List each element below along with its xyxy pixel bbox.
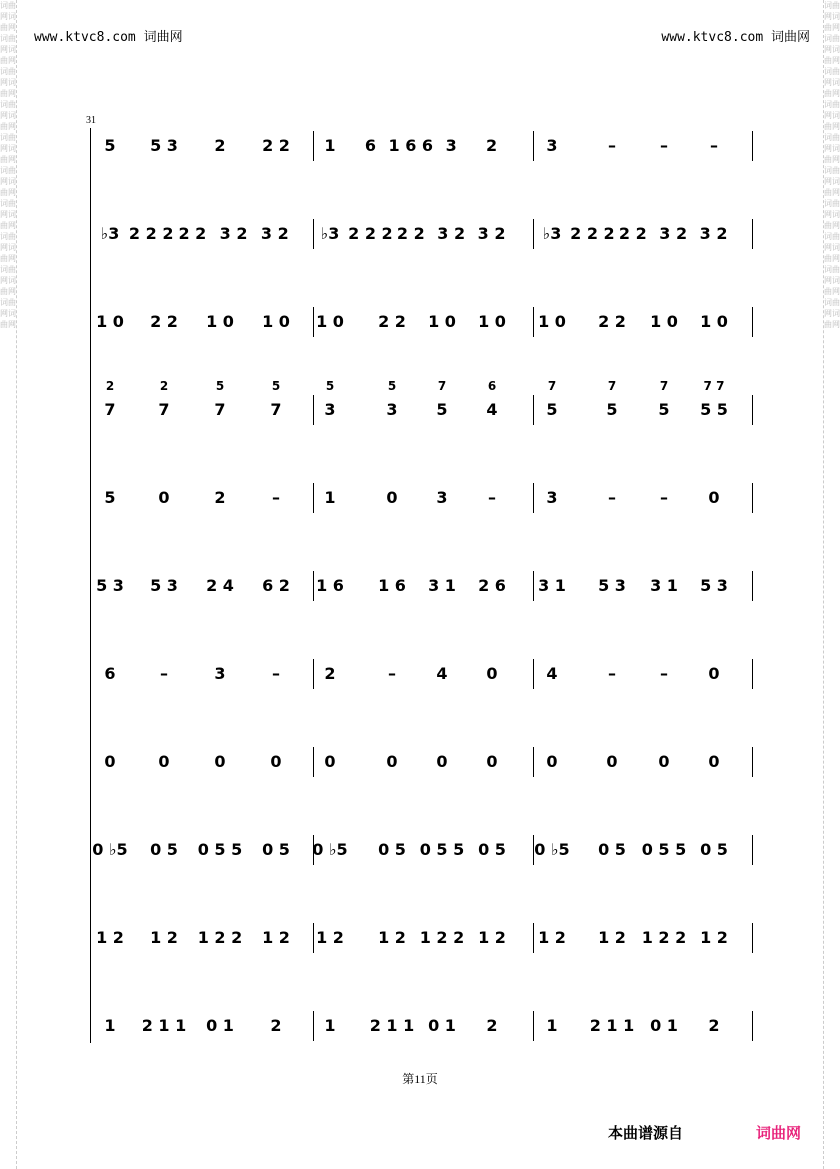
note: – bbox=[272, 664, 280, 683]
note: 1 6 bbox=[378, 576, 406, 595]
note: 3 1 bbox=[428, 576, 456, 595]
note: 2 4 bbox=[206, 576, 234, 595]
note: 2 1 1 bbox=[141, 1016, 187, 1035]
upper-note: 5 bbox=[325, 379, 335, 393]
barline bbox=[752, 571, 753, 601]
note: – bbox=[608, 664, 616, 683]
note: – bbox=[272, 488, 280, 507]
left-watermark-strip: 词曲网词曲网词曲网词曲网词曲网词曲网词曲网词曲网词曲网词曲网词曲网词曲网词曲网词曲网词曲网词曲网词曲网词曲网词曲网词曲网 bbox=[0, 0, 17, 1169]
note: 6 bbox=[364, 136, 376, 155]
system-number: 31 bbox=[86, 115, 96, 126]
barline bbox=[752, 835, 753, 865]
note: 2 bbox=[270, 1016, 282, 1035]
note: 0 bbox=[214, 752, 226, 771]
note: 3 2 bbox=[260, 224, 289, 243]
note: 4 bbox=[486, 400, 498, 419]
note: 3 2 bbox=[437, 224, 466, 243]
note: 2 2 2 bbox=[348, 224, 393, 243]
note: ♭3 bbox=[542, 224, 562, 243]
note: 5 bbox=[658, 400, 670, 419]
note: 2 1 1 bbox=[589, 1016, 635, 1035]
barline bbox=[533, 1011, 534, 1041]
note: 0 bbox=[708, 752, 720, 771]
upper-note: 6 bbox=[487, 379, 497, 393]
note: 1 0 bbox=[316, 312, 344, 331]
note: 2 bbox=[486, 136, 498, 155]
note: 2 2 bbox=[378, 312, 406, 331]
barline bbox=[533, 395, 534, 425]
upper-note: 5 bbox=[215, 379, 225, 393]
upper-note: 7 bbox=[437, 379, 447, 393]
note: 1 bbox=[546, 1016, 558, 1035]
note: 2 6 bbox=[478, 576, 506, 595]
note: 0 5 5 bbox=[197, 840, 243, 859]
source-brand-link[interactable]: 词曲网 bbox=[756, 1124, 802, 1142]
barline bbox=[313, 659, 314, 689]
note: 7 bbox=[158, 400, 170, 419]
note: – bbox=[488, 488, 496, 507]
note: 2 2 bbox=[150, 312, 178, 331]
note: 1 0 bbox=[650, 312, 678, 331]
barline bbox=[313, 131, 314, 161]
note: 0 bbox=[386, 488, 398, 507]
note: 0 5 bbox=[700, 840, 728, 859]
note: 0 bbox=[104, 752, 116, 771]
barline bbox=[533, 219, 534, 249]
note: 1 0 bbox=[478, 312, 506, 331]
upper-note: 5 bbox=[387, 379, 397, 393]
note: 3 bbox=[445, 136, 457, 155]
note: 5 5 bbox=[700, 400, 728, 419]
note: 1 bbox=[324, 136, 336, 155]
note: ♭3 bbox=[100, 224, 120, 243]
note: 6 bbox=[104, 664, 116, 683]
upper-note: 7 bbox=[607, 379, 617, 393]
note: 1 2 2 bbox=[197, 928, 243, 947]
note: 7 bbox=[214, 400, 226, 419]
barline bbox=[533, 747, 534, 777]
note: 1 2 bbox=[598, 928, 626, 947]
header-right-url[interactable]: www.ktvc8.com 词曲网 bbox=[661, 30, 810, 45]
note: 1 6 6 bbox=[388, 136, 434, 155]
note: – bbox=[710, 136, 718, 155]
note: 5 3 bbox=[150, 136, 178, 155]
note: 1 2 2 bbox=[641, 928, 687, 947]
note: 7 bbox=[270, 400, 282, 419]
note: 0 bbox=[486, 664, 498, 683]
barline bbox=[752, 923, 753, 953]
note: 1 2 bbox=[378, 928, 406, 947]
note: 2 2 bbox=[396, 224, 425, 243]
note: ♭3 bbox=[320, 224, 340, 243]
upper-note: 2 bbox=[105, 379, 115, 393]
note: 3 bbox=[214, 664, 226, 683]
note: 0 bbox=[158, 488, 170, 507]
note: 3 2 bbox=[219, 224, 248, 243]
note: 1 0 bbox=[700, 312, 728, 331]
note: 2 2 bbox=[598, 312, 626, 331]
barline bbox=[533, 571, 534, 601]
note: 3 bbox=[324, 400, 336, 419]
note: 0 bbox=[486, 752, 498, 771]
note: – bbox=[608, 136, 616, 155]
barline bbox=[313, 571, 314, 601]
source-label: 本曲谱源自 bbox=[608, 1124, 684, 1142]
note: 0 bbox=[708, 488, 720, 507]
barline bbox=[313, 747, 314, 777]
barline bbox=[313, 219, 314, 249]
barline bbox=[533, 923, 534, 953]
note: 5 bbox=[606, 400, 618, 419]
note: 0 5 bbox=[150, 840, 178, 859]
note: 0 ♭5 bbox=[312, 840, 348, 859]
note: 1 2 bbox=[150, 928, 178, 947]
barline bbox=[752, 1011, 753, 1041]
note: 1 2 bbox=[538, 928, 566, 947]
note: 4 bbox=[546, 664, 558, 683]
note: 5 bbox=[546, 400, 558, 419]
note: 6 2 bbox=[262, 576, 290, 595]
note: 1 2 bbox=[96, 928, 124, 947]
barline bbox=[752, 219, 753, 249]
note: 0 1 bbox=[428, 1016, 456, 1035]
note: 0 ♭5 bbox=[534, 840, 570, 859]
note: 0 bbox=[658, 752, 670, 771]
barline bbox=[313, 483, 314, 513]
barline bbox=[313, 1011, 314, 1041]
note: 2 2 bbox=[178, 224, 207, 243]
barline bbox=[313, 307, 314, 337]
header-left-url[interactable]: www.ktvc8.com 词曲网 bbox=[34, 30, 183, 45]
barline bbox=[752, 307, 753, 337]
note: 0 5 bbox=[262, 840, 290, 859]
note: 0 bbox=[606, 752, 618, 771]
note: 1 0 bbox=[262, 312, 290, 331]
note: 0 5 bbox=[478, 840, 506, 859]
barline bbox=[752, 483, 753, 513]
note: 3 bbox=[386, 400, 398, 419]
upper-note: 5 bbox=[271, 379, 281, 393]
note: 3 2 bbox=[699, 224, 728, 243]
note: 1 bbox=[324, 1016, 336, 1035]
note: – bbox=[660, 488, 668, 507]
note: 0 5 bbox=[598, 840, 626, 859]
note: 3 2 bbox=[659, 224, 688, 243]
barline bbox=[533, 659, 534, 689]
note: 1 bbox=[104, 1016, 116, 1035]
note: 2 bbox=[324, 664, 336, 683]
note: 0 1 bbox=[650, 1016, 678, 1035]
note: 0 bbox=[386, 752, 398, 771]
note: 1 0 bbox=[206, 312, 234, 331]
note: 1 6 bbox=[316, 576, 344, 595]
note: – bbox=[660, 136, 668, 155]
note: 3 bbox=[546, 136, 558, 155]
note: 1 2 bbox=[316, 928, 344, 947]
note: 0 5 5 bbox=[419, 840, 465, 859]
barline bbox=[313, 923, 314, 953]
page-number: 第11页 bbox=[402, 1072, 438, 1086]
note: 0 5 5 bbox=[641, 840, 687, 859]
note: 5 bbox=[436, 400, 448, 419]
note: 2 bbox=[214, 488, 226, 507]
note: 0 ♭5 bbox=[92, 840, 128, 859]
note: 2 bbox=[486, 1016, 498, 1035]
note: 3 2 bbox=[477, 224, 506, 243]
note: 3 bbox=[436, 488, 448, 507]
note: 2 2 bbox=[262, 136, 290, 155]
note: 7 bbox=[104, 400, 116, 419]
note: 5 3 bbox=[598, 576, 626, 595]
barline bbox=[533, 131, 534, 161]
note: 2 2 2 bbox=[128, 224, 174, 243]
note: 0 bbox=[436, 752, 448, 771]
note: 0 1 bbox=[206, 1016, 234, 1035]
note: 5 3 bbox=[96, 576, 124, 595]
note: 1 2 bbox=[478, 928, 506, 947]
barline bbox=[533, 483, 534, 513]
barline bbox=[313, 395, 314, 425]
note: 0 bbox=[270, 752, 282, 771]
note: 2 1 1 bbox=[369, 1016, 415, 1035]
barline bbox=[752, 395, 753, 425]
barline bbox=[533, 307, 534, 337]
note: 3 bbox=[546, 488, 558, 507]
note: 2 bbox=[708, 1016, 720, 1035]
note: 4 bbox=[436, 664, 448, 683]
note: – bbox=[608, 488, 616, 507]
note: 1 2 2 bbox=[419, 928, 465, 947]
note: 0 bbox=[324, 752, 336, 771]
note: – bbox=[160, 664, 168, 683]
barline bbox=[752, 747, 753, 777]
note: 5 3 bbox=[150, 576, 178, 595]
note: 5 bbox=[104, 488, 116, 507]
note: – bbox=[388, 664, 396, 683]
barline bbox=[752, 659, 753, 689]
note: 1 bbox=[324, 488, 336, 507]
note: 0 bbox=[158, 752, 170, 771]
note: 2 2 2 bbox=[570, 224, 615, 243]
note: 0 5 bbox=[378, 840, 406, 859]
note: 1 2 bbox=[700, 928, 728, 947]
note: 1 0 bbox=[428, 312, 456, 331]
note: 5 bbox=[104, 136, 116, 155]
note: 2 bbox=[214, 136, 226, 155]
note: 2 2 bbox=[618, 224, 647, 243]
system-bracket-line bbox=[90, 128, 91, 1043]
upper-note: 7 bbox=[547, 379, 557, 393]
note: 1 2 bbox=[262, 928, 290, 947]
note: 3 1 bbox=[650, 576, 678, 595]
note: 0 bbox=[708, 664, 720, 683]
barline bbox=[752, 131, 753, 161]
note: 0 bbox=[546, 752, 558, 771]
upper-note: 7 bbox=[659, 379, 669, 393]
note: 3 1 bbox=[538, 576, 566, 595]
upper-note: 7 7 bbox=[703, 379, 725, 393]
note: 1 0 bbox=[538, 312, 566, 331]
upper-note: 2 bbox=[159, 379, 169, 393]
note: 1 0 bbox=[96, 312, 124, 331]
note: – bbox=[660, 664, 668, 683]
note: 5 3 bbox=[700, 576, 728, 595]
right-watermark-strip: 词曲网词曲网词曲网词曲网词曲网词曲网词曲网词曲网词曲网词曲网词曲网词曲网词曲网词曲网词曲网词曲网词曲网词曲网词曲网词曲网 bbox=[823, 0, 840, 1169]
